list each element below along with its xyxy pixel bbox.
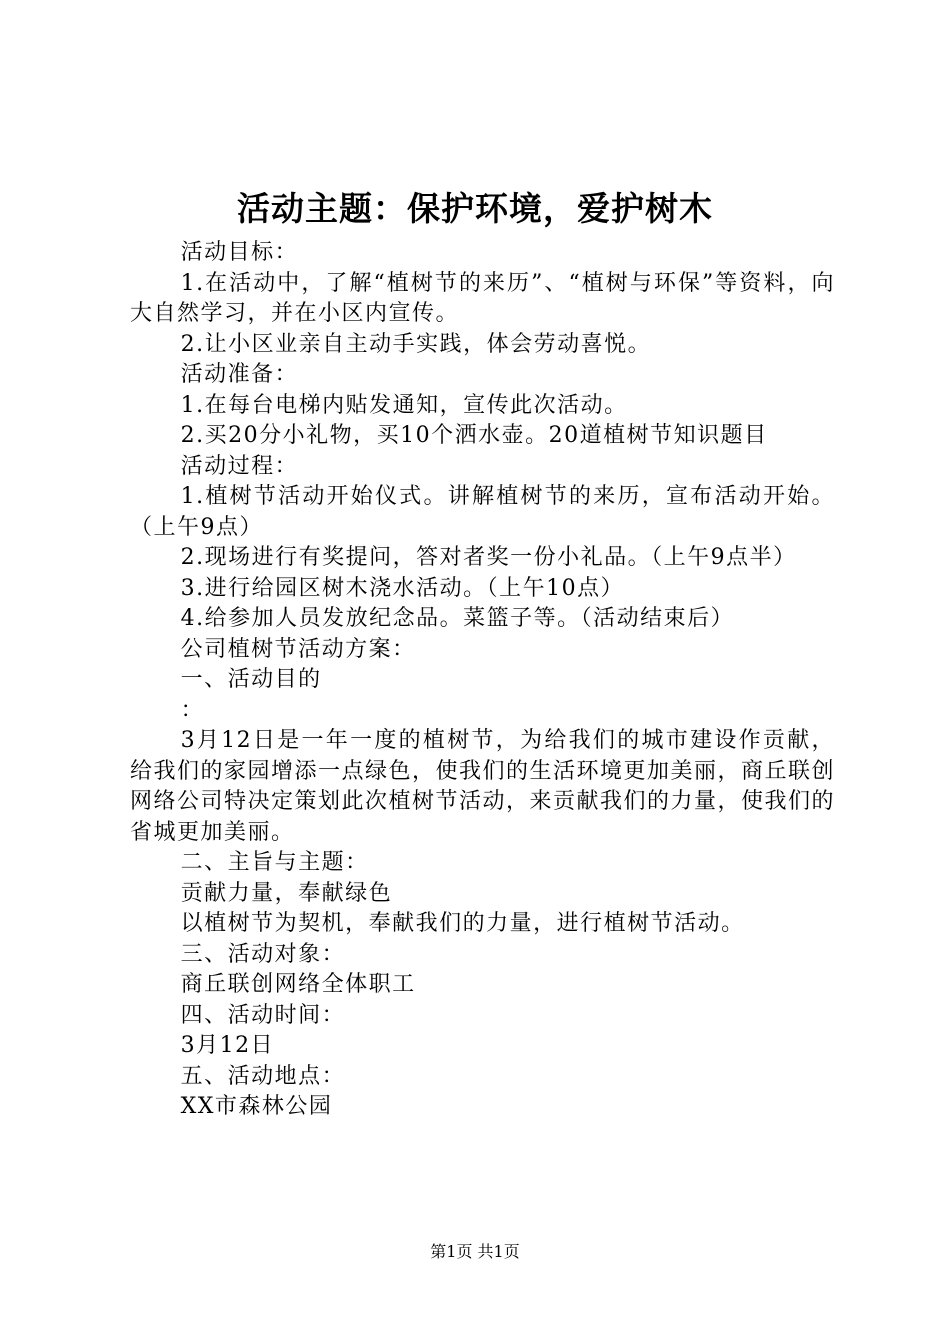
paragraph: 1.植树节活动开始仪式。讲解植树节的来历，宣布活动开始。（上午9点） [130,484,835,540]
paragraph: 四、活动时间： [180,1002,346,1028]
page-number-footer: 第1页 共1页 [430,1242,520,1261]
paragraph: 公司植树节活动方案： [180,636,416,662]
paragraph: 贡献力量，奉献绿色 [180,880,393,906]
paragraph: 3月12日 [180,1033,275,1058]
paragraph: ： [180,697,205,723]
paragraph: 以植树节为契机，奉献我们的力量，进行植树节活动。 [180,911,745,936]
paragraph: 活动过程： [180,453,299,479]
paragraph: 二、主旨与主题： [180,850,369,875]
paragraph: 4.给参加人员发放纪念品。菜篮子等。（活动结束后） [180,606,735,631]
document-title: 活动主题：保护环境，爱护树木 [237,189,713,228]
document-body [130,238,835,1123]
paragraph: 1.在活动中，了解“植树节的来历”、“植树与环保”等资料，向大自然学习，并在小区内宣传。 [130,270,835,326]
paragraph: 活动目标： [180,240,299,265]
paragraph: 3月12日是一年一度的植树节，为给我们的城市建设作贡献，给我们的家园增添一点绿色，使我们的生活环境更加美丽，商丘联创网络公司特决定策划此次植树节活动，来贡献我们的力量，使我们的省城更加美丽。 [130,728,836,845]
paragraph: 三、活动对象： [180,941,346,967]
paragraph: 一、活动目的 [180,667,322,692]
paragraph: 2.让小区业亲自主动手实践，体会劳动喜悦。 [180,331,652,357]
paragraph: 五、活动地点： [180,1063,346,1089]
paragraph: XX市森林公园 [180,1094,333,1119]
paragraph: 活动准备： [180,362,299,387]
paragraph: 2.买20分小礼物，买10个洒水壶。20道植树节知识题目 [180,423,768,448]
paragraph: 商丘联创网络全体职工 [180,972,416,997]
paragraph: 3.进行给园区树木浇水活动。（上午10点） [180,575,625,601]
paragraph: 1.在每台电梯内贴发通知，宣传此次活动。 [180,392,628,418]
paragraph: 2.现场进行有奖提问，答对者奖一份小礼品。（上午9点半） [180,545,797,570]
